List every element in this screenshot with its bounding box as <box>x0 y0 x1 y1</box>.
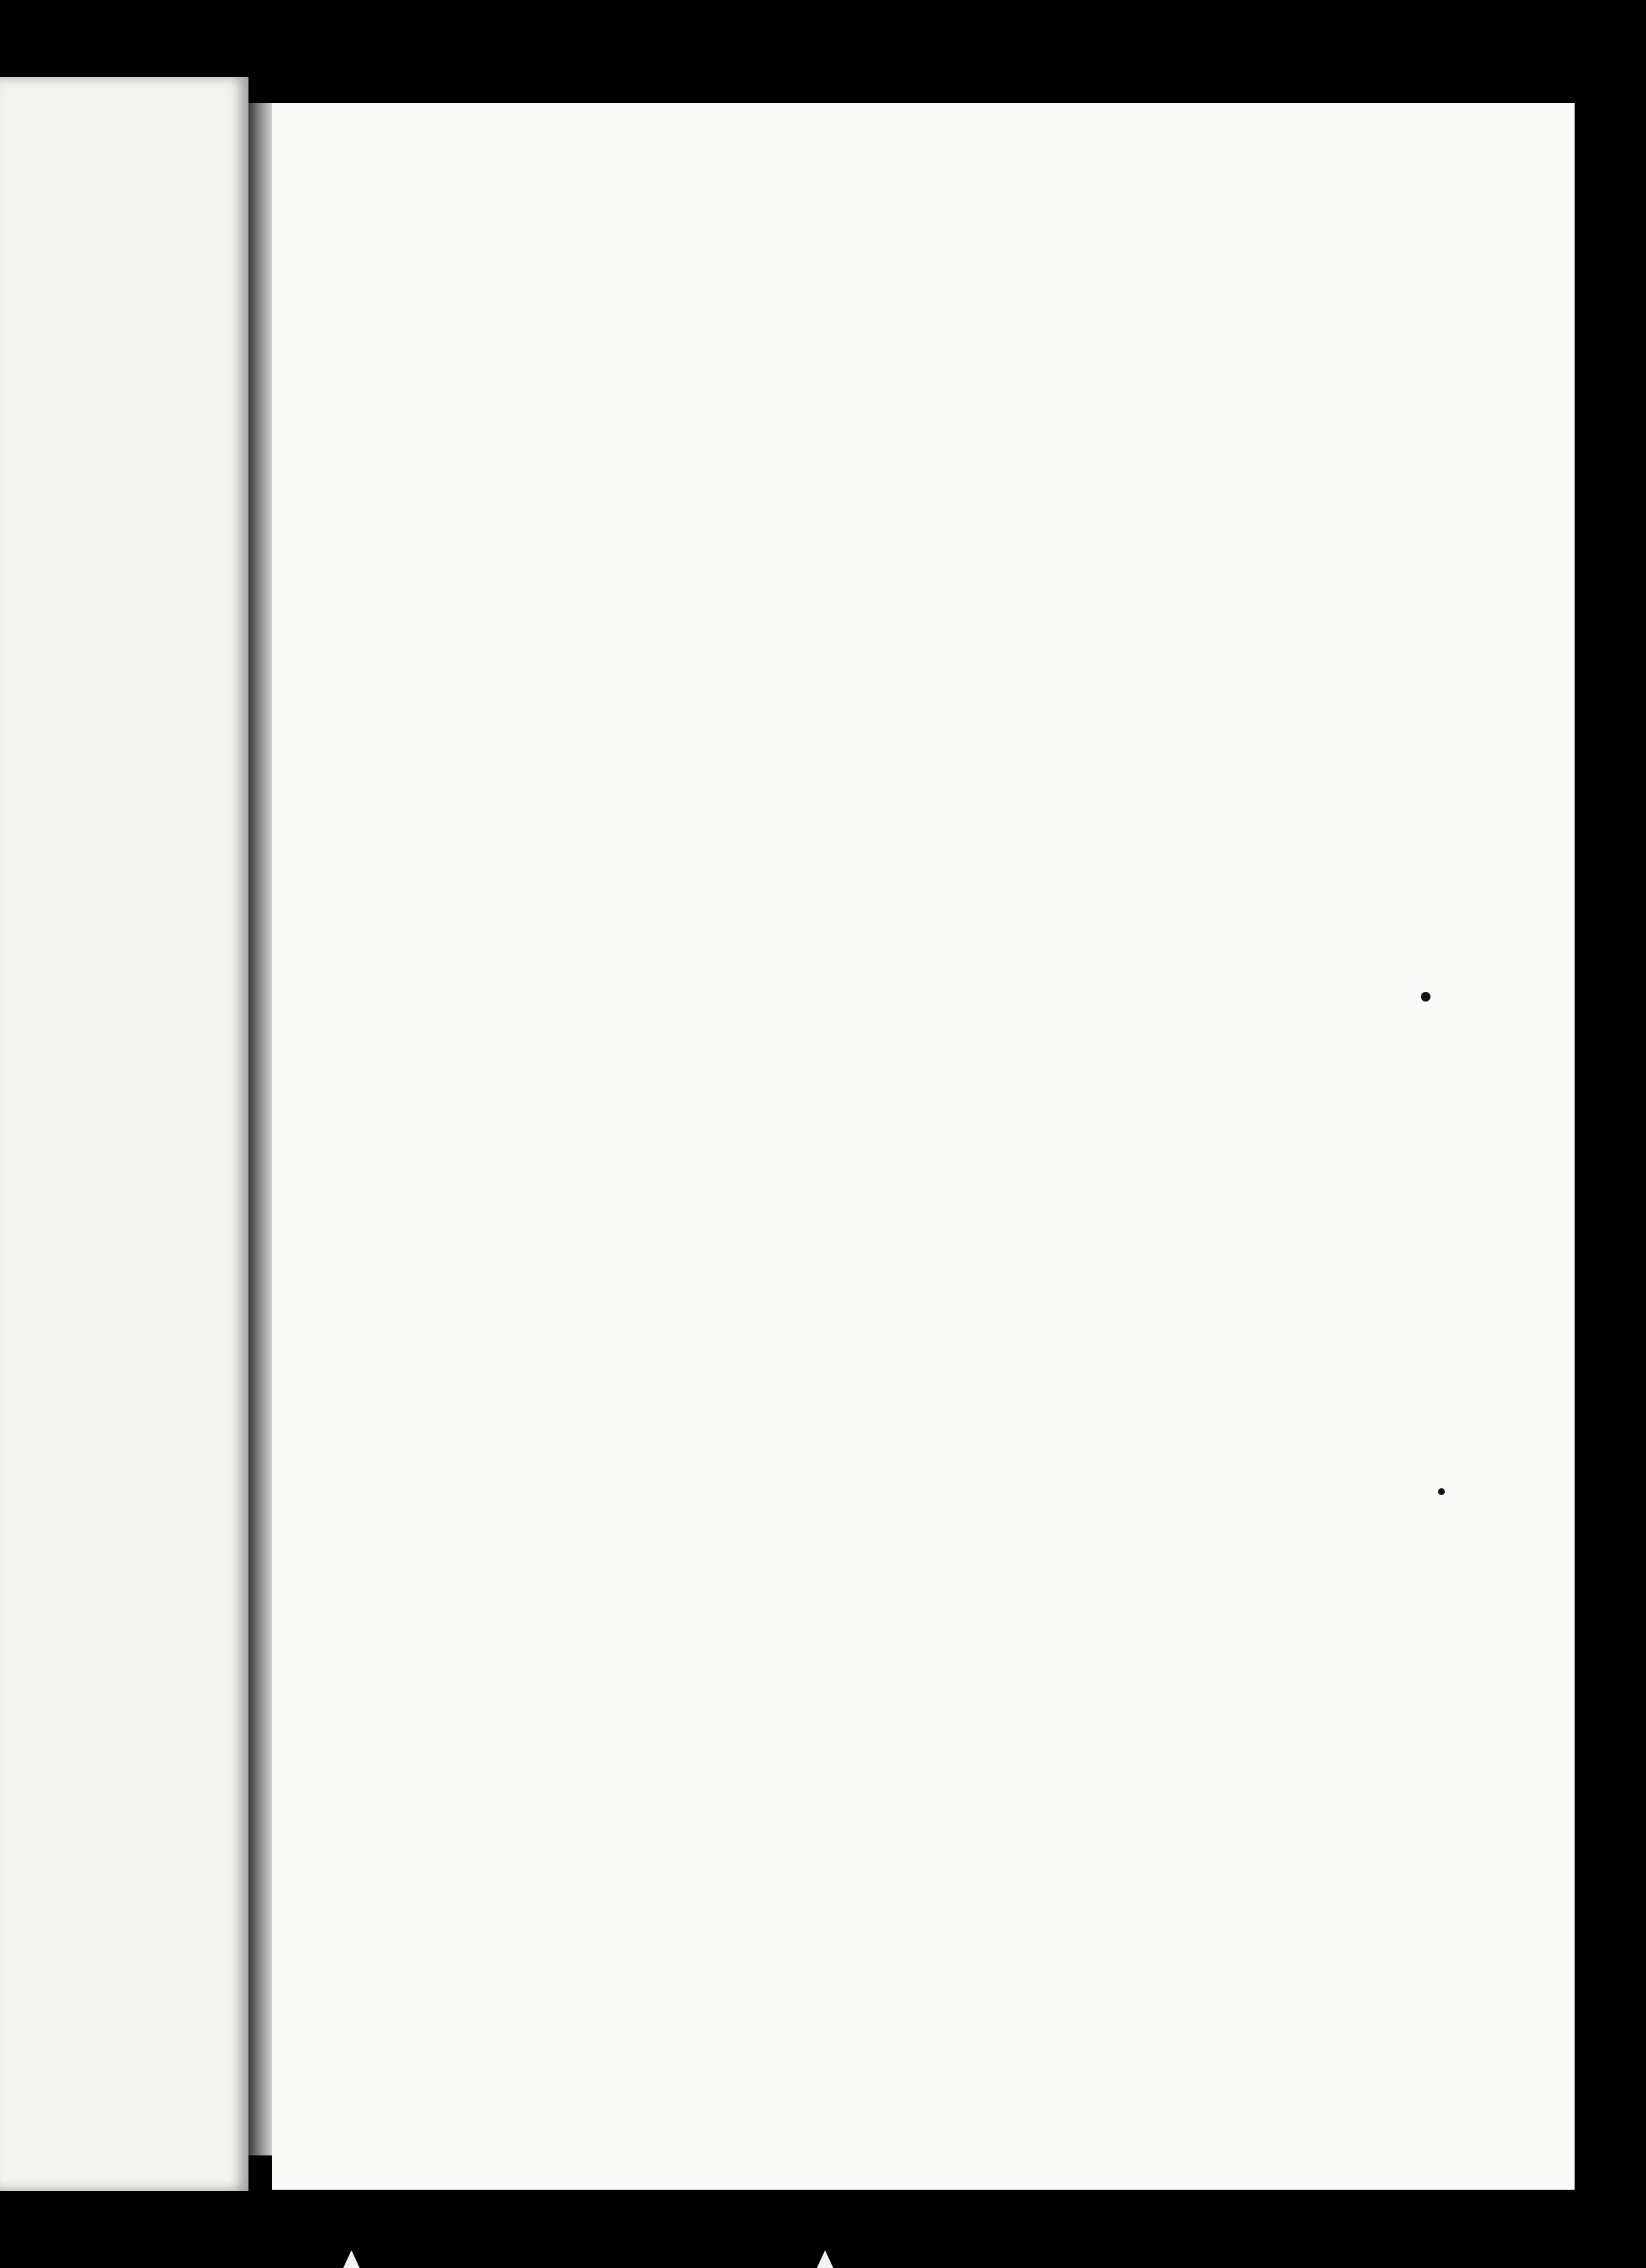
margin-speck <box>1438 1488 1445 1495</box>
book-gutter <box>248 103 272 2155</box>
right-page <box>272 103 1575 2190</box>
left-page <box>0 77 248 2191</box>
corner-mark <box>817 2250 833 2268</box>
corner-mark <box>343 2250 360 2268</box>
margin-speck <box>1421 992 1430 1002</box>
